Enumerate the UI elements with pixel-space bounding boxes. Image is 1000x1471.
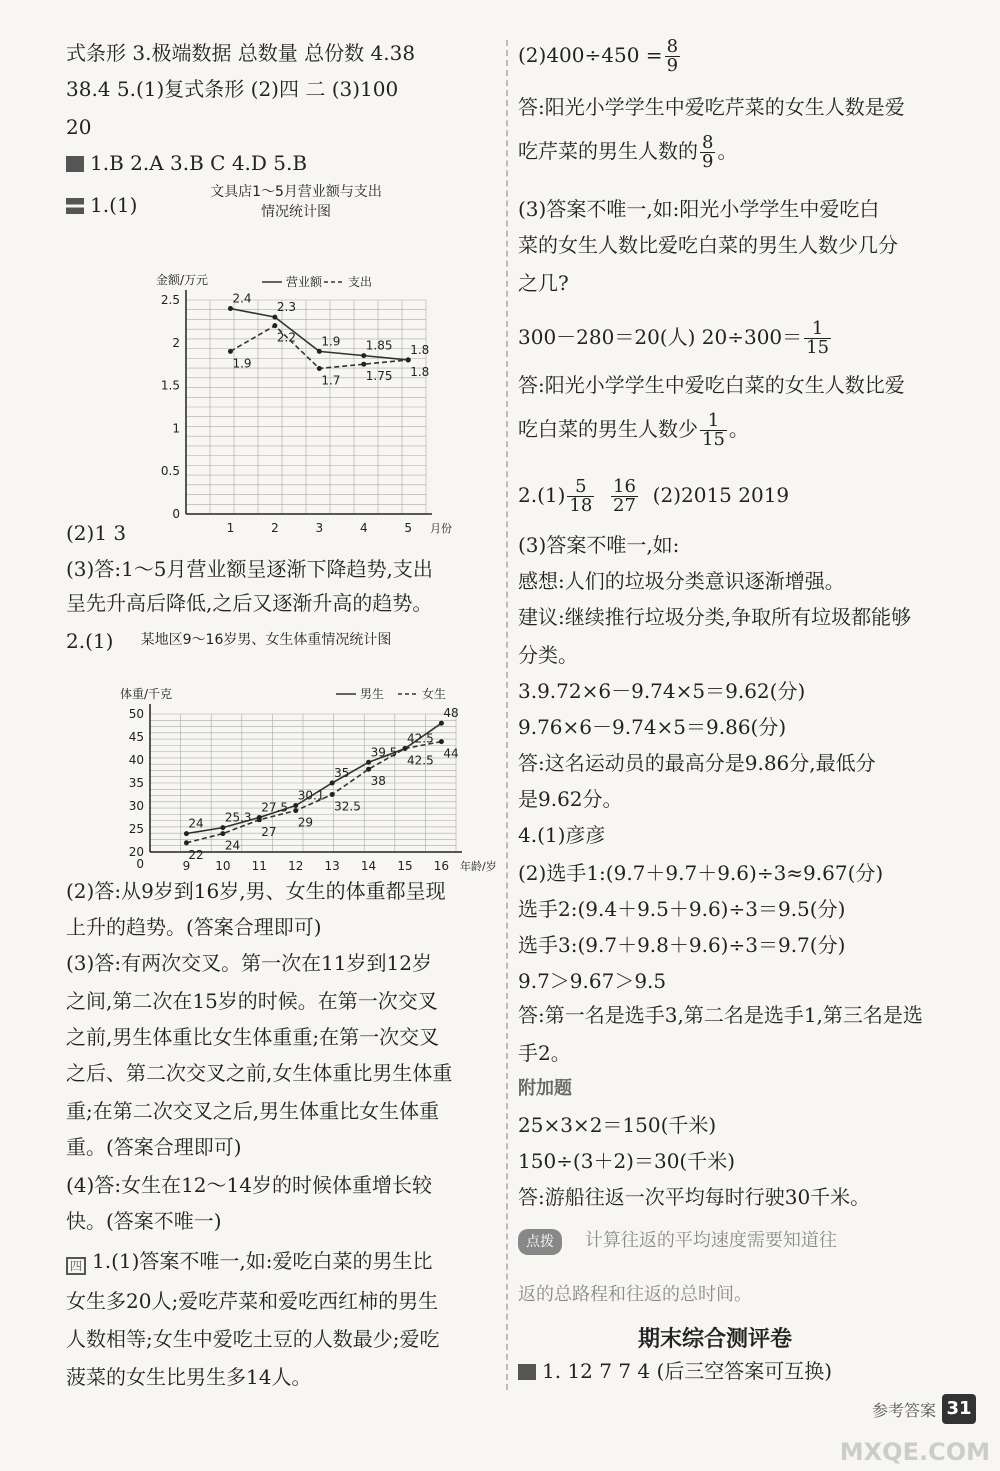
text-line: 答:阳光小学学生中爱吃白菜的女生人数比爱 (518, 373, 905, 397)
final-exam-title: 期末综合测评卷 (638, 1327, 793, 1352)
x-tick-label: 4 (359, 521, 368, 535)
text-line: 150÷(3＋2)＝30(千米) (518, 1149, 736, 1173)
data-label: 22 (188, 847, 204, 862)
data-point (220, 825, 225, 830)
numerator: 8 (702, 132, 714, 153)
y-tick-label: 40 (128, 753, 144, 767)
x-tick-label: 5 (404, 521, 413, 535)
text-line: (2)1 3 (66, 521, 127, 545)
text-line: 答:第一名是选手3,第二名是选手1,第三名是选 (518, 1003, 923, 1027)
data-label: 2.3 (276, 300, 296, 315)
text-line: 之后、第二次交叉之前,女生体重比男生体重 (66, 1061, 453, 1085)
text-line: 式条形 3.极端数据 总数量 总份数 4.38 (66, 41, 416, 65)
data-point (317, 366, 322, 371)
y-tick-label: 50 (128, 707, 144, 721)
data-label: 1.7 (321, 373, 341, 388)
answer-text: 。 (717, 139, 738, 163)
text-line: 重;在第二次交叉之后,男生体重比女生体重 (66, 1099, 440, 1123)
answer-text: 吃白菜的男生人数少 (518, 417, 698, 441)
text-line: 女生多20人;爱吃芹菜和爱吃西红柿的男生 (66, 1289, 439, 1313)
x-tick-label: 16 (433, 859, 450, 873)
denominator: 9 (702, 151, 714, 172)
text-line: 手2。 (518, 1041, 571, 1065)
data-point (272, 323, 277, 328)
data-label: 42.5 (407, 731, 434, 746)
data-label: 38 (370, 774, 386, 789)
chart-title: 某地区9～16岁男、女生体重情况统计图 (140, 632, 392, 648)
text-line: 菜的女生人数比爱吃白菜的男生人数少几分 (518, 233, 898, 257)
answer-text: 1.B 2.A 3.B C 4.D 5.B (90, 151, 308, 175)
section-marker-icon: 四 (66, 1257, 86, 1275)
text-line: 选手3:(9.7＋9.8＋9.6)÷3＝9.7(分) (518, 933, 846, 957)
y-tick-label: 2 (172, 335, 180, 350)
bonus-heading: 附加题 (518, 1078, 572, 1099)
text-line: 4.(1)彦彦 (518, 823, 606, 847)
legend-label: 女生 (422, 687, 447, 701)
section-two-line (66, 150, 307, 176)
data-label: 1.9 (321, 334, 341, 349)
text-line: 9.76×6－9.74×5＝9.86(分) (518, 715, 787, 739)
data-point (228, 349, 233, 354)
text-line: 重。(答案合理即可) (66, 1135, 242, 1159)
question-label: 2.(1) (518, 483, 566, 507)
data-point (361, 353, 366, 358)
data-point (361, 362, 366, 367)
footer-label: 参考答案 (871, 1401, 936, 1420)
x-tick-label: 12 (288, 859, 304, 873)
data-label: 24 (224, 838, 241, 853)
fraction (611, 478, 638, 515)
x-tick-label: 14 (360, 859, 377, 873)
data-label: 1.8 (410, 342, 430, 357)
section-marker-icon (518, 1364, 536, 1380)
text-line: (3)答:有两次交叉。第一次在11岁到12岁 (66, 951, 432, 975)
tip-text: 计算往返的平均速度需要知道往 (584, 1230, 837, 1251)
data-label: 1.8 (410, 364, 430, 379)
chart-weight (66, 626, 497, 873)
text-line: (2)答:从9岁到16岁,男、女生的体重都呈现 (66, 879, 446, 903)
y-tick-label: 0 (172, 507, 180, 521)
text-line: 呈先升高后降低,之后又逐渐升高的趋势。 (66, 591, 433, 615)
text-line: 感想:人们的垃圾分类意识逐渐增强。 (518, 569, 845, 593)
data-label: 1.9 (232, 356, 252, 371)
data-label: 2.4 (232, 291, 252, 306)
data-point (439, 721, 444, 726)
text-line (518, 412, 749, 449)
y-axis-label: 体重/千克 (120, 687, 173, 701)
final-answer-line (518, 1358, 832, 1384)
x-tick-label: 9 (182, 859, 191, 873)
text-line: 是9.62分。 (518, 787, 623, 811)
data-label: 25.3 (224, 810, 252, 825)
data-label: 1.85 (365, 338, 393, 353)
data-point (330, 792, 335, 797)
data-point (366, 767, 371, 772)
x-axis-label: 年龄/岁 (460, 860, 497, 873)
numerator: 5 (567, 478, 594, 497)
text-line: (3)答案不唯一,如:阳光小学学生中爱吃白 (518, 197, 880, 221)
fraction (665, 38, 680, 75)
text-line: 菠菜的女生比男生多14人。 (66, 1365, 312, 1389)
data-point (293, 808, 298, 813)
x-axis-label: 月份 (430, 522, 452, 535)
numerator: 16 (613, 476, 636, 497)
chart-title: 文具店1～5月营业额与支出 (210, 184, 382, 200)
fraction (804, 320, 831, 357)
y-tick-label: 35 (128, 776, 144, 790)
data-point (406, 357, 411, 362)
y-tick-label: 20 (128, 845, 144, 859)
fraction (567, 478, 594, 515)
fraction (700, 134, 715, 171)
x-tick-label: 1 (226, 521, 235, 535)
x-tick-label: 3 (315, 521, 324, 535)
text-line: (2)选手1:(9.7＋9.7＋9.6)÷3≈9.67(分) (518, 861, 884, 885)
equation-text: (2)400÷450 = (518, 43, 663, 67)
answer-text: 。 (728, 417, 749, 441)
data-label: 30.1 (297, 788, 325, 803)
y-tick-label: 0.5 (160, 464, 180, 479)
data-label: 1.75 (365, 369, 393, 384)
text-line: 建议:继续推行垃圾分类,争取所有垃圾都能够 (518, 605, 912, 629)
data-point (293, 803, 298, 808)
x-tick-label: 11 (251, 859, 267, 873)
denominator: 15 (806, 337, 830, 358)
data-label: 35 (334, 766, 350, 780)
data-label: 48 (443, 706, 459, 721)
text-line: (4)答:女生在12～14岁的时候体重增长较 (66, 1173, 432, 1197)
text-line: 25×3×2＝150(千米) (518, 1113, 717, 1137)
text-line: 之几? (518, 271, 569, 295)
data-label: 2.2 (276, 330, 296, 345)
answer-text: (2)2015 2019 (652, 483, 790, 507)
section-four-line (66, 1248, 433, 1275)
data-label: 29 (297, 815, 313, 830)
data-label: 44 (443, 746, 459, 761)
numerator: 8 (666, 36, 679, 57)
text-line: 9.7＞9.67＞9.5 (518, 969, 667, 993)
data-point (317, 349, 322, 354)
text-line: 上升的趋势。(答案合理即可) (66, 915, 322, 939)
x-tick-label: 15 (397, 859, 413, 873)
text-line: 3.9.72×6－9.74×5＝9.62(分) (518, 679, 806, 703)
tip-badge: 点拨 (518, 1229, 562, 1255)
text-line: 之前,男生体重比女生体重重;在第一次交叉 (66, 1025, 440, 1049)
question-label: 2.(1) (66, 629, 114, 653)
text-line (518, 478, 789, 515)
denominator: 18 (569, 495, 593, 516)
text-line: (3)答案不唯一,如: (518, 533, 680, 557)
data-point (272, 315, 277, 320)
answer-text: 1. 12 7 7 4 (后三空答案可互换) (542, 1359, 833, 1383)
data-point (228, 306, 233, 311)
y-tick-label: 30 (128, 799, 144, 813)
y-tick-label: 1 (172, 421, 180, 436)
text-line: 20 (66, 115, 92, 139)
x-tick-label: 10 (215, 859, 231, 873)
equation-line (518, 320, 833, 357)
data-point (439, 739, 444, 744)
data-point (220, 831, 225, 836)
tip-text: 返的总路程和往返的总时间。 (518, 1284, 752, 1305)
y-tick-label: 45 (128, 730, 144, 744)
text-line: 分类。 (518, 643, 578, 667)
text-line: 答:这名运动员的最高分是9.86分,最低分 (518, 751, 876, 775)
y-tick-label: 1.5 (160, 378, 180, 393)
data-label: 27 (261, 824, 277, 839)
fraction (700, 412, 727, 449)
text-line (518, 134, 737, 171)
legend-label: 支出 (348, 275, 373, 289)
text-line: 选手2:(9.4＋9.5＋9.6)÷3＝9.5(分) (518, 897, 846, 921)
denominator: 15 (702, 429, 725, 450)
chart-title: 情况统计图 (261, 204, 331, 220)
data-point (403, 746, 408, 751)
legend-label: 营业额 (286, 275, 323, 289)
text-line: 答:游船往返一次平均每时行驶30千米。 (518, 1185, 871, 1209)
page-number: 31 (942, 1394, 976, 1424)
numerator: 1 (804, 320, 831, 339)
text-line: (3)答:1～5月营业额呈逐渐下降趋势,支出 (66, 557, 433, 581)
denominator: 27 (613, 495, 636, 516)
question-label: 1.(1) (90, 193, 138, 217)
watermark: MXQE.COM (839, 1438, 990, 1466)
text-line: 人数相等;女生中爱吃土豆的人数最少;爱吃 (66, 1327, 440, 1351)
column-divider (506, 40, 508, 1390)
denominator: 9 (666, 55, 679, 76)
equation-line (518, 38, 682, 75)
data-label: 32.5 (334, 799, 361, 814)
data-point (330, 781, 335, 786)
data-label: 27.5 (261, 800, 289, 815)
data-point (366, 760, 371, 765)
y-axis-label: 金额/万元 (156, 273, 209, 287)
text-line: 答:阳光小学学生中爱吃芹菜的女生人数是爱 (518, 95, 905, 119)
text-line: 之间,第二次在15岁的时候。在第一次交叉 (66, 989, 438, 1013)
data-point (184, 831, 189, 836)
y-tick-label: 2.5 (160, 293, 180, 307)
legend-label: 男生 (360, 687, 385, 701)
y-tick-label: 0 (136, 857, 144, 871)
data-point (257, 817, 262, 822)
x-tick-label: 2 (271, 521, 279, 535)
equation-text: 300－280＝20(人) 20÷300＝ (518, 325, 803, 349)
text-line: 38.4 5.(1)复式条形 (2)四 二 (3)100 (66, 77, 399, 101)
numerator: 1 (700, 412, 727, 431)
answer-text: 1.(1)答案不唯一,如:爱吃白菜的男生比 (92, 1249, 433, 1273)
section-marker-icon (66, 156, 84, 172)
data-label: 39.5 (370, 745, 398, 760)
tip-line (518, 1228, 837, 1255)
data-label: 42.5 (407, 753, 434, 768)
answer-text: 吃芹菜的男生人数的 (518, 139, 698, 163)
y-tick-label: 25 (128, 822, 144, 836)
data-label: 24 (188, 816, 204, 831)
x-tick-label: 13 (324, 859, 340, 873)
data-point (184, 840, 189, 845)
text-line: 快。(答案不唯一) (66, 1209, 222, 1233)
